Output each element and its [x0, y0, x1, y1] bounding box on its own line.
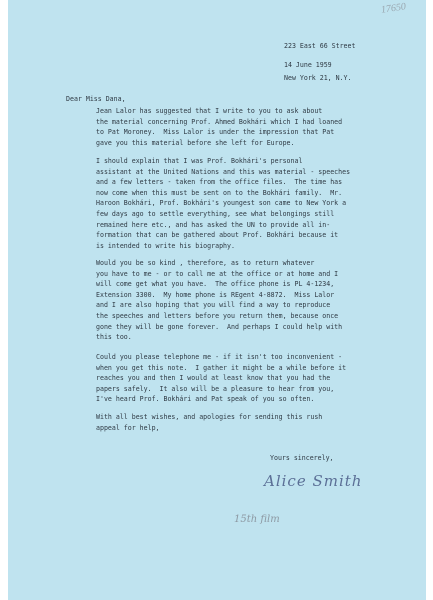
address-line-2: New York 21, N.Y. — [284, 73, 352, 82]
salutation: Dear Miss Dana, — [66, 95, 126, 103]
paragraph-2: I should explain that I was Prof. Bokhári's personal assistant at the United Nations and this was material - speeches and a few letters - taken from the office files. The time has now come when this must be sent on to the Bokhári family. Mr. Haroon Bokhári, Prof. Bokhári's youngest son came to New York a few days ago to settle everything, see what belongings still remained here etc., and has asked the UN to provide all in- formation that can be gathered about Prof. Bokhári because it is intended to write his biography. — [96, 157, 351, 250]
handwritten-signature: Alice Smith — [264, 472, 363, 490]
paragraph-4: Could you please telephone me - if it isn't too inconvenient - when you get this note. I gather it might be a while before it reaches you and then I would at least know that you had the papers safely. It also will be a pleasure to hear from you, I've heard Prof. Bokhári and Pat speak of you so often. — [96, 353, 347, 404]
paragraph-1: Jean Lalor has suggested that I write to you to ask about the material concerning Prof. Ahmed Bokhári which I had loaned to Pat Moroney. Miss Lalor is under the impression that Pat gave you this material before she left for Europe. — [96, 107, 343, 147]
paragraph-3: Would you be so kind , therefore, as to return whatever you have to me - or to call me at the office or at home and I will come get what you have. The office phone is PL 4-1234, Extension 3300. My home phone is REgent 4-8872. Miss Lalor and I are also hoping that you will find a way to reproduce the speeches and letters before you return them, because once gone they will be gone forever. And perhaps I could help with this too. — [96, 259, 343, 342]
archive-reference-number: 17650 — [380, 1, 407, 16]
closing: Yours sincerely, — [270, 454, 334, 462]
letter-date: 14 June 1959 — [284, 61, 332, 69]
letter-page — [8, 0, 426, 600]
address-line-1: 223 East 66 Street — [284, 42, 356, 51]
paragraph-5: With all best wishes, and apologies for sending this rush appeal for help, — [96, 413, 323, 432]
handwritten-note: 15th film — [234, 514, 280, 525]
